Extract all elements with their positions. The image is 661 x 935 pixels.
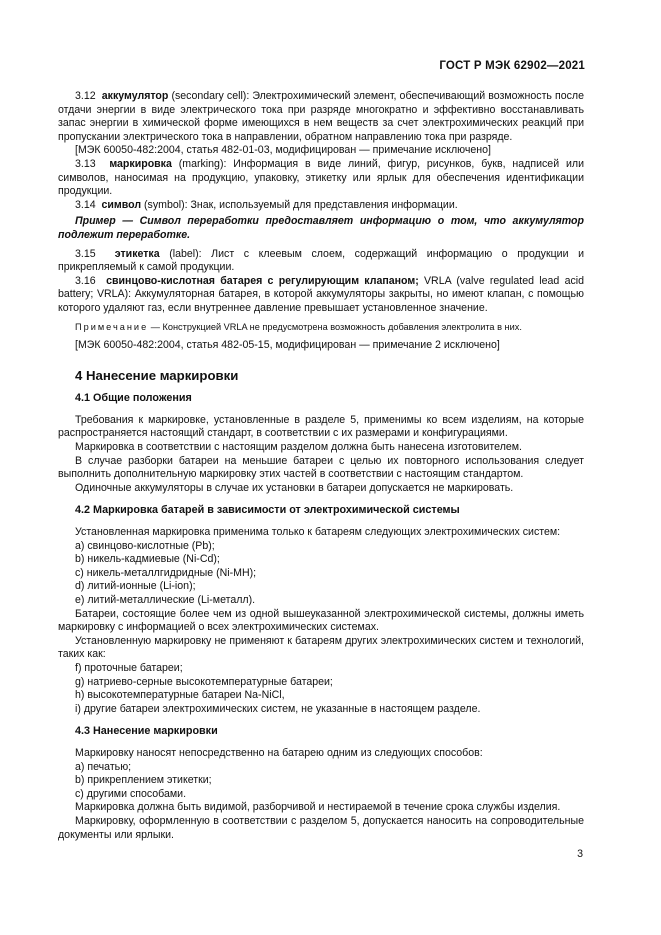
definition-3-16: [58, 275, 584, 316]
example-text: Пример — Символ переработки предоставляет информацию о том, что аккумулятор подлежит переработке.: [58, 215, 584, 241]
paragraph: Одиночные аккумуляторы в случае их установки в батареи допускается не маркировать.: [75, 481, 514, 494]
paragraph: Установленную маркировку не применяют к батареям других электрохимических систем и технологий, таких как:: [58, 634, 584, 661]
paragraph: В случае разборки батареи на меньшие батареи с целью их повторного использования следует выполнить дополнительную маркировку этих частей в соответствии с настоящим стандартом.: [58, 454, 584, 481]
definition-3-14: [58, 199, 584, 213]
def-number: 3.15: [75, 247, 96, 260]
def-term: свинцово-кислотная батарея с регулирующим клапаном;: [106, 274, 419, 287]
paragraph: Маркировка должна быть видимой, разборчивой и нестираемой в течение срока службы изделия.: [75, 801, 561, 814]
def-text: VRLA (valve regulated lead acid battery; VRLA): Аккумуляторная батарея, в которой аккумуляторы закрыты, но имеют клапан, с помощью которого удаляют газ, если внутреннее давление превышает установленное значение.: [58, 274, 585, 314]
note-label: Примечание: [75, 321, 149, 332]
paragraph: Требования к маркировке, установленные в разделе 5, применимы ко всем изделиям, на которые распространяется настоящий стандарт, в соответствии с их размерами и конфигурациями.: [58, 413, 584, 440]
list-item: g) натриево-серные высокотемпературные батареи;: [75, 675, 333, 688]
reference-3-16: [МЭК 60050-482:2004, статья 482-05-15, модифицирован — примечание 2 исключено]: [75, 339, 500, 352]
document-code-header: ГОСТ Р МЭК 62902—2021: [439, 60, 585, 72]
paragraph: Маркировку наносят непосредственно на батарею одним из следующих способов:: [75, 746, 483, 759]
def-text: (label): Лист с клеевым слоем, содержащий информацию о продукции и прикрепляемый к самой продукции.: [58, 247, 584, 274]
list-item: a) свинцово-кислотные (Pb);: [75, 539, 215, 552]
definition-3-15: [58, 248, 584, 275]
list-item: i) другие батареи электрохимических систем, не указанные в настоящем разделе.: [75, 702, 481, 715]
def-text: (marking): Информация в виде линий, фигур, рисунков, букв, надписей или символов, наносимая на продукцию, упаковку, этикетку или ярлык для обеспечения идентификации продукции.: [58, 157, 584, 198]
def-number: 3.14: [75, 198, 96, 211]
note-text: — Конструкцией VRLA не предусмотрена возможность добавления электролита в них.: [148, 321, 522, 332]
subsection-4-3-heading: 4.3 Нанесение маркировки: [75, 725, 218, 738]
def-term: этикетка: [114, 247, 160, 260]
list-item: f) проточные батареи;: [75, 661, 183, 674]
subsection-4-2-heading: 4.2 Маркировка батарей в зависимости от электрохимической системы: [75, 504, 460, 517]
paragraph: Маркировка в соответствии с настоящим разделом должна быть нанесена изготовителем.: [75, 441, 523, 454]
def-number: 3.16: [75, 274, 96, 287]
def-term: символ: [101, 198, 142, 211]
definition-3-13: [58, 158, 584, 199]
def-text: (secondary cell): Электрохимический элемент, обеспечивающий возможность после отдачи энергии в виде электрического тока при разряде многократно и эффективно восстанавливать запас энергии в химической форме имеющихся в нем веществ за счет электрохимических реакций при пропускании электрического тока в направлении, обратном направлению тока при разряде.: [58, 90, 585, 143]
paragraph: Маркировку, оформленную в соответствии с разделом 5, допускается наносить на сопроводительные документы или ярлыки.: [58, 814, 584, 841]
list-item: b) никель-кадмиевые (Ni-Cd);: [75, 553, 220, 566]
page-number: 3: [577, 848, 583, 860]
paragraph: Установленная маркировка применима только к батареям следующих электрохимических систем:: [75, 526, 561, 539]
list-item: c) никель-металлгидридные (Ni-MH);: [75, 566, 257, 579]
def-text: (symbol): Знак, используемый для представления информации.: [141, 198, 458, 211]
page-content: [58, 90, 584, 842]
note-3-16: [58, 321, 584, 335]
definition-3-12: [58, 90, 584, 144]
def-number: 3.13: [75, 157, 96, 170]
def-number: 3.12: [75, 90, 96, 102]
list-item: c) другими способами.: [75, 787, 187, 800]
reference-3-12: [МЭК 60050-482:2004, статья 482-01-03, модифицирован — примечание исключено]: [75, 144, 491, 157]
list-item: b) прикреплением этикетки;: [75, 774, 212, 787]
list-item: a) печатью;: [75, 760, 132, 773]
subsection-4-1-heading: 4.1 Общие положения: [75, 392, 192, 405]
def-term: аккумулятор: [101, 90, 169, 102]
list-item: h) высокотемпературные батареи Na-NiCl,: [75, 689, 285, 702]
def-term: маркировка: [109, 157, 172, 170]
list-item: e) литий-металлические (Li-металл).: [75, 594, 256, 606]
list-item: d) литий-ионные (Li-ion);: [75, 580, 196, 593]
section-4-heading: 4 Нанесение маркировки: [75, 367, 239, 383]
paragraph: Батареи, состоящие более чем из одной вышеуказанной электрохимической системы, должны иметь маркировку с информацией о всех электрохимических системах.: [58, 607, 584, 634]
